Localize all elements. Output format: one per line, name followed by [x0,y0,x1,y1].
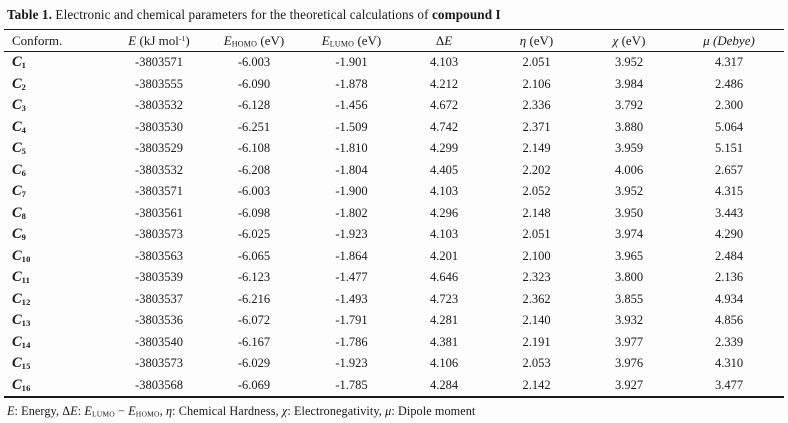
cell-value: 3.477 [714,377,744,392]
cell-value: -6.208 [237,162,271,177]
cell-value: 3.792 [614,98,644,113]
table-footnote: E: Energy, ΔE: $E_{LUMO} - E_{HOMO}$, η: Chemical Hardness, χ: Electronegativity, μ: Dipole moment [7,404,476,419]
conformer-index: 10 [21,253,31,264]
col-header-mu: μ (Debye) [674,30,784,52]
conformer-index: 13 [21,318,31,329]
cell-value: -1.791 [335,313,368,328]
cell-value: 3.855 [614,291,644,306]
table-row [4,289,784,311]
conformer-symbol: C [12,226,22,243]
cell-value: -3803563 [135,248,183,263]
col-header-lumo: $E_{LUMO}$ (eV) [304,30,399,52]
cell-value: 2.657 [714,162,744,177]
cell-value: 2.142 [522,377,551,392]
cell-value: 4.006 [614,162,644,177]
conformer-index: 2 [21,81,27,92]
cell-value: -1.802 [335,205,368,220]
cell-value: 4.296 [429,205,459,220]
cell-value: 3.974 [614,227,644,242]
cell-value: 5.064 [714,119,744,134]
cell-conformer [4,224,114,246]
cell-conformer [4,181,114,203]
cell-value: 4.723 [429,291,459,306]
cell-value: -6.251 [237,119,271,134]
cell-value: -3803532 [135,162,183,177]
cell-value: -1.786 [335,334,368,349]
conformer-index: 4 [21,124,27,135]
conformer-index: 5 [21,146,27,157]
conformer-symbol: C [12,312,22,329]
conformer-symbol: C [12,54,22,71]
cell-value: 3.984 [614,76,644,91]
cell-value: 4.103 [429,184,459,199]
cell-value: 3.965 [614,248,644,263]
conformer-index: 8 [21,210,27,221]
cell-value: 4.381 [429,334,459,349]
cell-value: -3803573 [135,356,183,371]
cell-conformer [4,160,114,182]
cell-value: -3803561 [135,205,183,220]
table-row [4,74,784,96]
conformer-symbol: C [12,161,22,178]
conformer-symbol: C [12,183,22,200]
cell-value: -3803529 [135,141,183,156]
conformer-index: 11 [21,275,31,286]
cell-value: -1.864 [335,248,368,263]
cell-value: -6.123 [237,270,271,285]
cell-value: 3.952 [614,184,644,199]
col-header-conform: Conform. [4,30,114,52]
col-header-energy: E (kJ mol$^{-1}$) [114,30,204,52]
cell-value: 2.371 [522,119,551,134]
conformer-symbol: C [12,97,22,114]
conformer-index: 6 [21,167,27,178]
cell-value: 2.053 [522,356,551,371]
cell-value: -6.090 [237,76,271,91]
cell-value: 3.952 [614,55,644,70]
cell-value: -1.878 [335,76,368,91]
conformer-index: 15 [21,361,31,372]
cell-value: -1.785 [335,377,368,392]
col-header-eta: η (eV) [489,30,584,52]
table-body [4,52,784,398]
cell-conformer [4,52,114,74]
conformer-index: 3 [21,103,27,114]
table-row [4,353,784,375]
table-row [4,267,784,289]
cell-value: 4.317 [714,55,744,70]
cell-value: 3.880 [614,119,644,134]
cell-value: -3803539 [135,270,183,285]
cell-value: 4.310 [714,356,744,371]
cell-value: -1.477 [335,270,368,285]
conformer-symbol: C [12,75,22,92]
cell-value: -1.804 [335,162,368,177]
cell-value: 2.106 [522,76,551,91]
cell-value: 4.299 [429,141,459,156]
cell-value: 4.106 [429,356,459,371]
cell-value: -6.025 [237,227,271,242]
cell-conformer [4,74,114,96]
cell-value: 2.336 [522,98,551,113]
table-row [4,138,784,160]
cell-value: 4.646 [429,270,459,285]
conformer-symbol: C [12,140,22,157]
col-header-homo: $E_{HOMO}$ (eV) [204,30,304,52]
table-row [4,246,784,268]
cell-value: 4.212 [429,76,459,91]
cell-value: 2.202 [522,162,551,177]
cell-value: -6.029 [237,356,271,371]
cell-value: 2.051 [522,55,551,70]
conformer-symbol: C [12,247,22,264]
cell-value: 3.950 [614,205,644,220]
cell-value: 4.103 [429,227,459,242]
cell-value: 3.976 [614,356,644,371]
cell-conformer [4,289,114,311]
cell-value: -3803540 [135,334,183,349]
cell-conformer [4,95,114,117]
cell-value: 4.672 [429,98,459,113]
col-header-chi: χ (eV) [584,30,674,52]
cell-value: 2.136 [714,270,744,285]
cell-value: 4.103 [429,55,459,70]
cell-value: 4.201 [429,248,459,263]
cell-value: 4.281 [429,313,459,328]
cell-value: 2.486 [714,76,744,91]
table-row [4,117,784,139]
table-row [4,310,784,332]
cell-value: 5.151 [714,141,744,156]
cell-value: 2.484 [714,248,744,263]
conformer-symbol: C [12,204,22,221]
cell-conformer [4,138,114,160]
cell-value: -3803571 [135,55,183,70]
table-row [4,332,784,354]
table-row [4,95,784,117]
cell-value: 4.405 [429,162,459,177]
cell-value: -1.923 [335,227,368,242]
conformer-index: 16 [21,382,31,393]
conformer-symbol: C [12,355,22,372]
cell-value: 2.149 [522,141,551,156]
conformer-symbol: C [12,290,22,307]
cell-value: -6.098 [237,205,271,220]
cell-conformer [4,375,114,398]
cell-value: 3.927 [614,377,644,392]
table-row [4,52,784,74]
cell-conformer [4,267,114,289]
cell-value: 4.934 [714,291,744,306]
cell-value: 2.052 [522,184,551,199]
table-row [4,160,784,182]
cell-value: 2.148 [522,205,551,220]
cell-value: -3803536 [135,313,183,328]
cell-conformer [4,353,114,375]
cell-value: 2.140 [522,313,551,328]
cell-value: 2.323 [522,270,551,285]
cell-value: 3.932 [614,313,644,328]
cell-value: -6.072 [237,313,271,328]
header-row [4,30,784,52]
cell-value: 2.362 [522,291,551,306]
data-table [4,29,784,398]
cell-conformer [4,117,114,139]
cell-value: 4.290 [714,227,744,242]
cell-value: -3803530 [135,119,183,134]
cell-value: -3803571 [135,184,183,199]
cell-value: 4.315 [714,184,744,199]
col-header-delta-e: ΔE [399,30,489,52]
cell-conformer [4,332,114,354]
conformer-symbol: C [12,376,22,393]
cell-value: -1.493 [335,291,368,306]
cell-value: -3803568 [135,377,183,392]
cell-conformer [4,246,114,268]
cell-value: 2.051 [522,227,551,242]
cell-value: -3803573 [135,227,183,242]
table-row [4,181,784,203]
table-row [4,375,784,398]
conformer-index: 14 [21,339,31,350]
cell-value: -6.128 [237,98,271,113]
cell-value: -6.003 [237,184,271,199]
conformer-symbol: C [12,333,22,350]
cell-value: -1.901 [335,55,368,70]
table-row [4,203,784,225]
cell-value: -1.509 [335,119,368,134]
cell-value: 3.800 [614,270,644,285]
cell-conformer [4,203,114,225]
cell-value: 2.300 [714,98,744,113]
table-title: Table 1. Electronic and chemical parameters for the theoretical calculations of compound I [7,7,501,22]
conformer-index: 9 [21,232,27,243]
conformer-index: 1 [21,60,27,71]
cell-value: 4.284 [429,377,459,392]
conformer-index: 12 [21,296,31,307]
cell-value: -3803532 [135,98,183,113]
cell-value: 2.100 [522,248,551,263]
cell-value: -6.069 [237,377,271,392]
cell-value: 3.977 [614,334,644,349]
cell-value: -6.216 [237,291,271,306]
cell-value: -6.167 [237,334,271,349]
cell-conformer [4,310,114,332]
cell-value: 4.742 [429,119,459,134]
cell-value: -6.003 [237,55,271,70]
cell-value: -6.065 [237,248,271,263]
conformer-index: 7 [21,189,27,200]
cell-value: -1.810 [335,141,368,156]
table-row [4,224,784,246]
cell-value: 2.191 [522,334,551,349]
conformer-symbol: C [12,118,22,135]
cell-value: 3.443 [714,205,744,220]
cell-value: -3803555 [135,76,183,91]
cell-value: 4.856 [714,313,744,328]
cell-value: -6.108 [237,141,271,156]
cell-value: -1.456 [335,98,368,113]
cell-value: -3803537 [135,291,183,306]
cell-value: -1.923 [335,356,368,371]
cell-value: -1.900 [335,184,368,199]
cell-value: 3.959 [614,141,644,156]
cell-value: 2.339 [714,334,744,349]
conformer-symbol: C [12,269,22,286]
